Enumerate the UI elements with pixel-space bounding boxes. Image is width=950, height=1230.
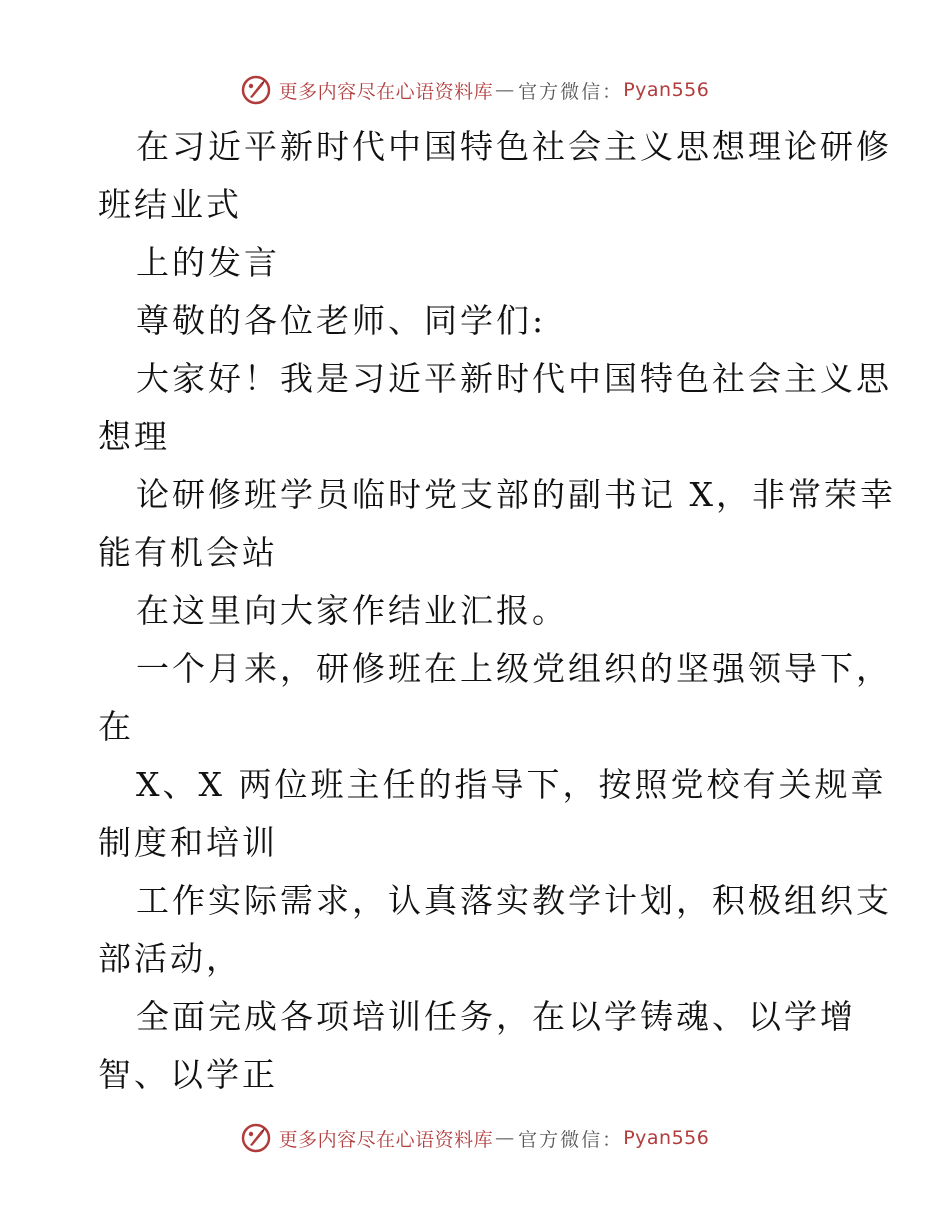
footer-banner bbox=[0, 1118, 950, 1158]
body-text-line: 全面完成各项培训任务，在以学铸魂、以学增 bbox=[136, 997, 856, 1036]
body-text-line: 论研修班学员临时党支部的副书记 X，非常荣幸 bbox=[136, 475, 896, 514]
body-text-line: 能有机会站 bbox=[98, 533, 278, 572]
banner-wechat-id: Pyan556 bbox=[623, 1127, 710, 1149]
banner-wechat-id: Pyan556 bbox=[623, 79, 710, 101]
body-text-line: 在 bbox=[98, 707, 134, 746]
body-text-line: 班结业式 bbox=[98, 185, 242, 224]
quill-pen-logo-icon bbox=[241, 1123, 271, 1153]
banner-separator: — bbox=[495, 1127, 515, 1149]
body-text-line: 在习近平新时代中国特色社会主义思想理论研修 bbox=[136, 127, 892, 166]
body-text-line: 在这里向大家作结业汇报。 bbox=[136, 591, 568, 630]
body-text-line: 制度和培训 bbox=[98, 823, 278, 862]
quill-pen-logo-icon bbox=[241, 75, 271, 105]
body-text-line: 尊敬的各位老师、同学们: bbox=[136, 301, 547, 340]
body-text-line: 部活动， bbox=[98, 939, 242, 978]
banner-wechat-label: 官方微信： bbox=[518, 80, 624, 103]
body-text-line: 智、以学正 bbox=[98, 1055, 278, 1094]
body-text-line: 大家好！我是习近平新时代中国特色社会主义思 bbox=[136, 359, 892, 398]
body-text-line: 上的发言 bbox=[136, 243, 280, 282]
document-body bbox=[98, 118, 896, 1104]
body-text-line: 工作实际需求，认真落实教学计划，积极组织支 bbox=[136, 881, 892, 920]
banner-wechat-label: 官方微信： bbox=[518, 1128, 624, 1151]
body-text-line: 一个月来，研修班在上级党组织的坚强领导下， bbox=[136, 649, 892, 688]
body-text-line: 想理 bbox=[98, 417, 170, 456]
header-banner bbox=[0, 70, 950, 110]
banner-site-name: 更多内容尽在心语资料库 bbox=[278, 80, 494, 103]
banner-site-name: 更多内容尽在心语资料库 bbox=[278, 1128, 494, 1151]
body-text-line: X、X 两位班主任的指导下，按照党校有关规章 bbox=[136, 765, 887, 804]
banner-separator: — bbox=[495, 79, 515, 101]
